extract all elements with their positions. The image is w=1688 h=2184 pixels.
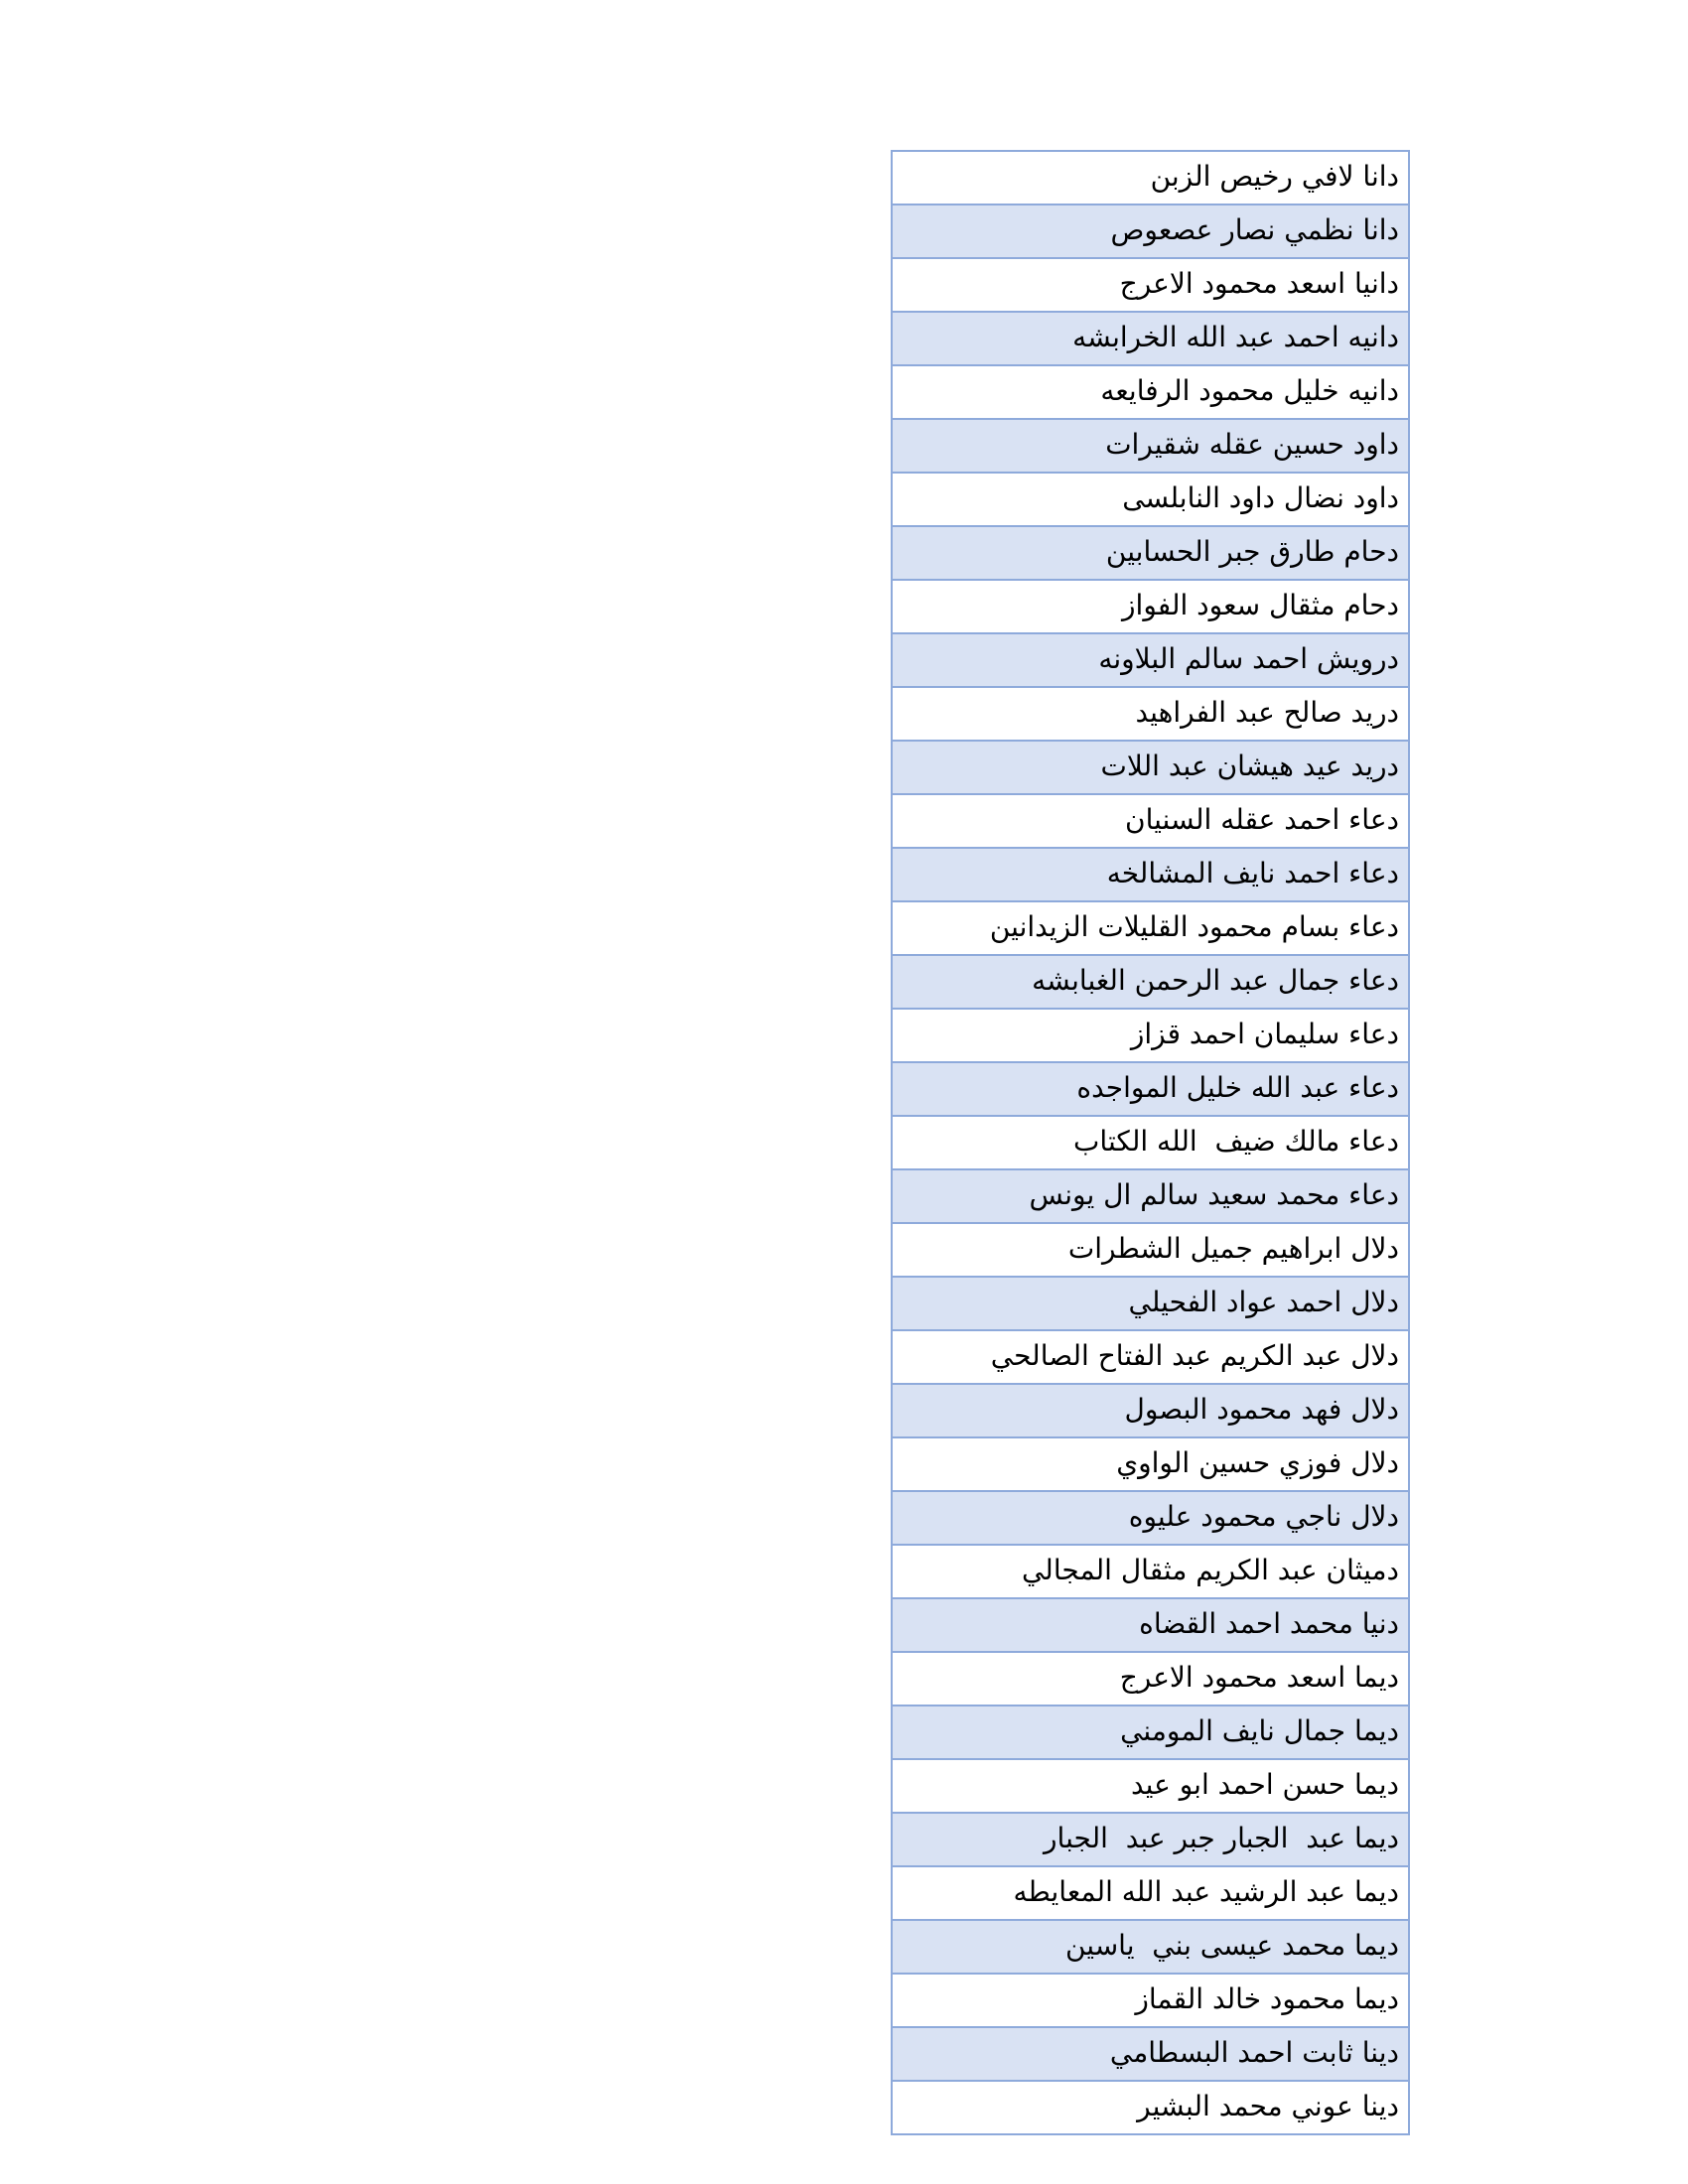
table-row	[892, 1116, 1409, 1169]
names-table-body	[892, 151, 1409, 2134]
table-row	[892, 955, 1409, 1009]
name-cell: ديما عبد الرشيد عبد الله المعايطه	[892, 1866, 1409, 1920]
name-cell: دانيه خليل محمود الرفايعه	[892, 365, 1409, 419]
table-row	[892, 2027, 1409, 2081]
table-row	[892, 1545, 1409, 1598]
name-cell: دلال احمد عواد الفحيلي	[892, 1277, 1409, 1330]
name-cell: دحام طارق جبر الحسابين	[892, 526, 1409, 580]
table-row	[892, 848, 1409, 901]
name-cell: دريد عيد هيشان عبد اللات	[892, 741, 1409, 794]
name-cell: ديما حسن احمد ابو عيد	[892, 1759, 1409, 1813]
name-cell: دلال عبد الكريم عبد الفتاح الصالحي	[892, 1330, 1409, 1384]
name-cell: دلال فوزي حسين الواوي	[892, 1437, 1409, 1491]
name-cell: دانا لافي رخيص الزبن	[892, 151, 1409, 205]
table-row	[892, 1813, 1409, 1866]
table-row	[892, 1223, 1409, 1277]
name-cell: ديما اسعد محمود الاعرج	[892, 1652, 1409, 1706]
table-row	[892, 1437, 1409, 1491]
table-row	[892, 580, 1409, 633]
name-cell: دميثان عبد الكريم مثقال المجالي	[892, 1545, 1409, 1598]
name-cell: درويش احمد سالم البلاونه	[892, 633, 1409, 687]
name-cell: دحام مثقال سعود الفواز	[892, 580, 1409, 633]
table-row	[892, 1384, 1409, 1437]
name-cell: دعاء بسام محمود القليلات الزيدانين	[892, 901, 1409, 955]
table-row	[892, 1169, 1409, 1223]
table-row	[892, 258, 1409, 312]
table-row	[892, 1706, 1409, 1759]
table-row	[892, 1277, 1409, 1330]
name-cell: دعاء سليمان احمد قزاز	[892, 1009, 1409, 1062]
table-row	[892, 1920, 1409, 1974]
name-cell: دينا ثابت احمد البسطامي	[892, 2027, 1409, 2081]
name-cell: دعاء احمد نايف المشالخه	[892, 848, 1409, 901]
table-row	[892, 526, 1409, 580]
name-cell: ديما جمال نايف المومني	[892, 1706, 1409, 1759]
table-row	[892, 473, 1409, 526]
name-cell: ديما محمد عيسى بني ياسين	[892, 1920, 1409, 1974]
name-cell: دنيا محمد احمد القضاه	[892, 1598, 1409, 1652]
table-row	[892, 151, 1409, 205]
table-row	[892, 1009, 1409, 1062]
table-row	[892, 1652, 1409, 1706]
table-row	[892, 794, 1409, 848]
table-row	[892, 1866, 1409, 1920]
name-cell: دلال ناجي محمود عليوه	[892, 1491, 1409, 1545]
name-cell: دلال فهد محمود البصول	[892, 1384, 1409, 1437]
name-cell: دعاء عبد الله خليل المواجده	[892, 1062, 1409, 1116]
table-row	[892, 1330, 1409, 1384]
table-row	[892, 687, 1409, 741]
name-cell: دينا عوني محمد البشير	[892, 2081, 1409, 2134]
table-row	[892, 312, 1409, 365]
table-row	[892, 419, 1409, 473]
table-row	[892, 1974, 1409, 2027]
names-table	[891, 150, 1410, 2135]
name-cell: دلال ابراهيم جميل الشطرات	[892, 1223, 1409, 1277]
table-row	[892, 2081, 1409, 2134]
name-cell: دانيا اسعد محمود الاعرج	[892, 258, 1409, 312]
name-cell: دعاء محمد سعيد سالم ال يونس	[892, 1169, 1409, 1223]
table-row	[892, 365, 1409, 419]
table-row	[892, 205, 1409, 258]
name-cell: دعاء جمال عبد الرحمن الغبابشه	[892, 955, 1409, 1009]
table-row	[892, 1759, 1409, 1813]
name-cell: دانا نظمي نصار عصعوص	[892, 205, 1409, 258]
table-row	[892, 1491, 1409, 1545]
table-row	[892, 1062, 1409, 1116]
name-cell: دعاء احمد عقله السنيان	[892, 794, 1409, 848]
name-cell: دانيه احمد عبد الله الخرابشه	[892, 312, 1409, 365]
table-row	[892, 633, 1409, 687]
name-cell: دعاء مالك ضيف الله الكتاب	[892, 1116, 1409, 1169]
name-cell: داود نضال داود النابلسى	[892, 473, 1409, 526]
table-row	[892, 741, 1409, 794]
table-row	[892, 1598, 1409, 1652]
name-cell: داود حسين عقله شقيرات	[892, 419, 1409, 473]
table-row	[892, 901, 1409, 955]
name-cell: ديما محمود خالد القماز	[892, 1974, 1409, 2027]
name-cell: دريد صالح عبد الفراهيد	[892, 687, 1409, 741]
name-cell: ديما عبد الجبار جبر عبد الجبار	[892, 1813, 1409, 1866]
